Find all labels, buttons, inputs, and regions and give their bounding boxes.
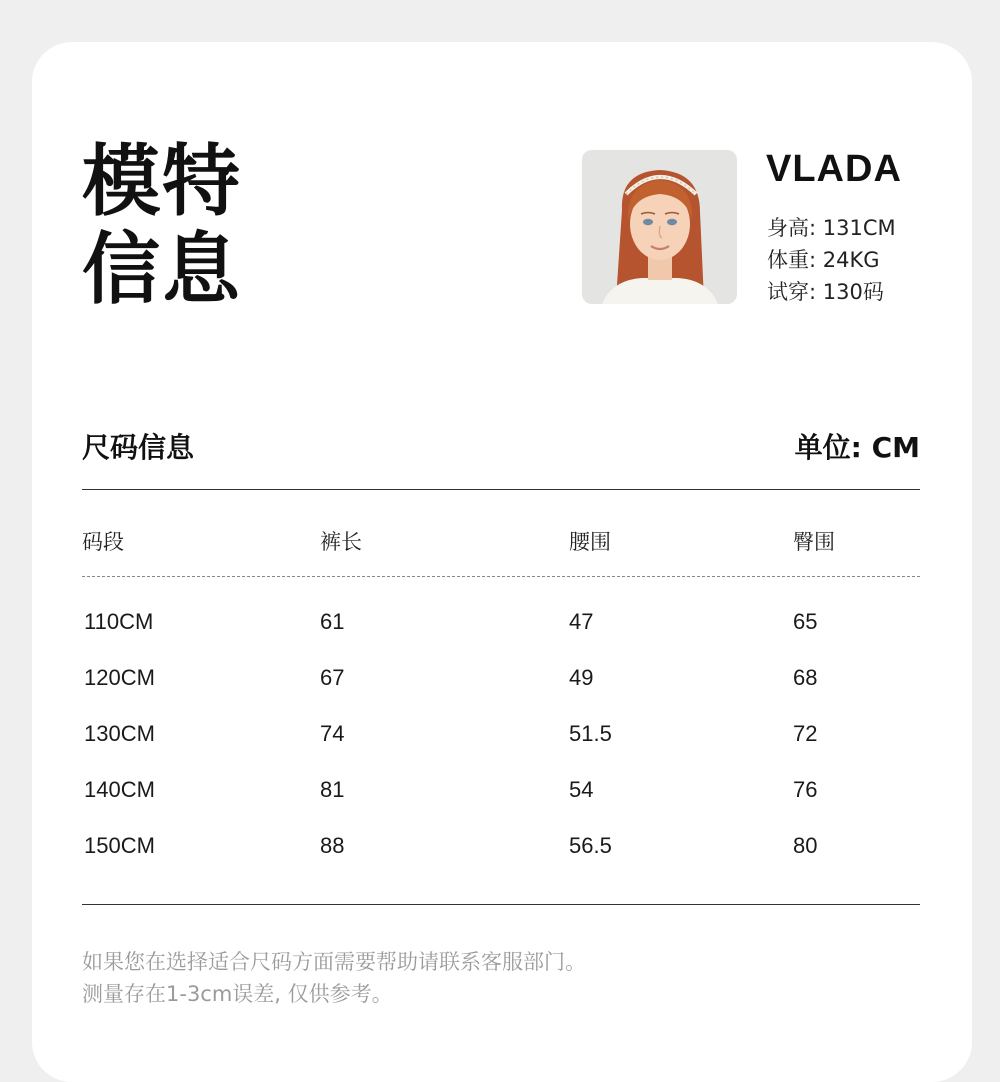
- cell-pants-length: 81: [320, 777, 345, 802]
- footnote: [82, 946, 586, 1010]
- unit-label: 单位: CM: [794, 431, 920, 464]
- table-bottom-divider: [82, 904, 920, 905]
- table-row: [0, 609, 1000, 639]
- model-weight: 体重: 24KG: [767, 248, 880, 272]
- cell-pants-length: 74: [320, 721, 345, 746]
- cell-hip: 76: [793, 777, 818, 802]
- footnote-help: 如果您在选择适合尺码方面需要帮助请联系客服部门。: [82, 950, 586, 974]
- footnote-error-margin: 测量存在1-3cm误差, 仅供参考。: [82, 982, 393, 1006]
- cell-size: 140CM: [84, 777, 155, 802]
- model-height: 身高: 131CM: [767, 216, 896, 240]
- cell-waist: 56.5: [569, 833, 612, 858]
- model-stats: [767, 212, 896, 308]
- cell-waist: 47: [569, 609, 594, 634]
- cell-hip: 68: [793, 665, 818, 690]
- cell-size: 120CM: [84, 665, 155, 690]
- cell-waist: 49: [569, 665, 594, 690]
- table-row: [0, 665, 1000, 695]
- model-info-title-line1: 模特: [82, 137, 243, 227]
- cell-pants-length: 67: [320, 665, 345, 690]
- cell-waist: 51.5: [569, 721, 612, 746]
- table-row: [0, 777, 1000, 807]
- model-info-title-line2: 信息: [82, 225, 243, 315]
- header-size-range: 码段: [82, 530, 124, 554]
- cell-hip: 80: [793, 833, 818, 858]
- header-waist: 腰围: [569, 530, 611, 554]
- table-row: [0, 833, 1000, 863]
- cell-hip: 72: [793, 721, 818, 746]
- header-dashed-divider: [82, 576, 920, 577]
- table-row: [0, 721, 1000, 751]
- size-info-title: 尺码信息: [82, 431, 195, 464]
- header-pants-length: 裤长: [320, 530, 362, 554]
- model-name: VLADA: [766, 148, 902, 190]
- cell-waist: 54: [569, 777, 594, 802]
- cell-size: 110CM: [84, 609, 154, 634]
- cell-size: 150CM: [84, 833, 155, 858]
- cell-size: 130CM: [84, 721, 155, 746]
- model-info-title: [82, 138, 242, 314]
- cell-hip: 65: [793, 609, 818, 634]
- header-hip: 臀围: [793, 530, 835, 554]
- cell-pants-length: 88: [320, 833, 345, 858]
- model-photo: [582, 150, 737, 304]
- model-portrait-image: [582, 150, 737, 304]
- cell-pants-length: 61: [320, 609, 345, 634]
- table-top-divider: [82, 489, 920, 490]
- model-trial-size: 试穿: 130码: [767, 280, 884, 304]
